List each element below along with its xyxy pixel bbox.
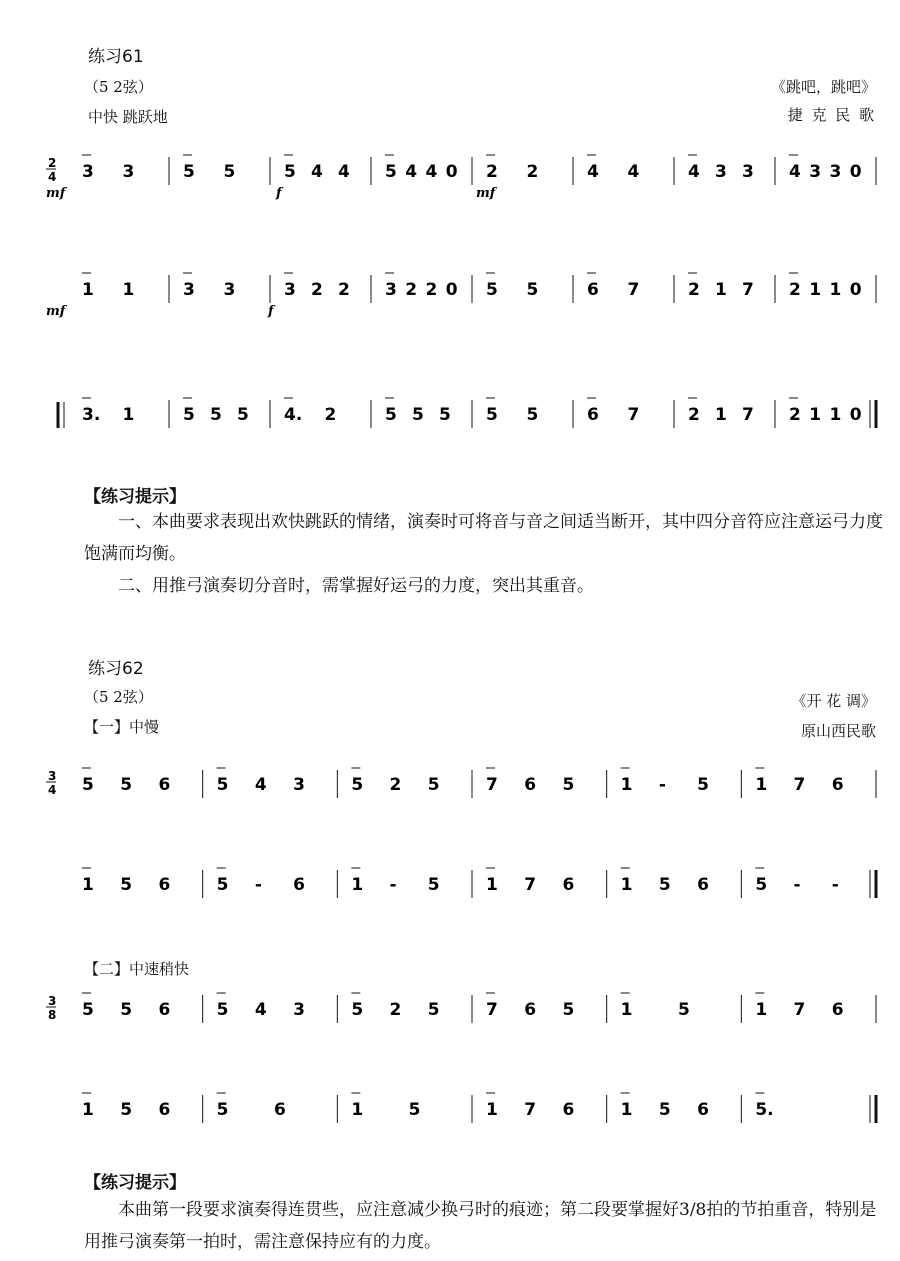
note: 2 bbox=[789, 280, 801, 300]
note: 1 bbox=[486, 1100, 498, 1120]
note: 5 bbox=[427, 875, 440, 895]
note: 6 bbox=[587, 280, 599, 300]
note: 1 bbox=[620, 1000, 633, 1020]
note: 6 bbox=[697, 1100, 709, 1120]
note: - bbox=[831, 875, 839, 895]
note: 0 bbox=[849, 280, 862, 300]
note: 5 bbox=[658, 1100, 671, 1120]
note: 5 bbox=[216, 1100, 229, 1120]
exercise-62-strings: （5 2弦） bbox=[84, 688, 153, 706]
note: 1 bbox=[829, 280, 842, 300]
note: 1 bbox=[351, 1100, 364, 1120]
exercise-62-hint-title: 【练习提示】 bbox=[84, 1173, 186, 1193]
dynamic-mark: mf bbox=[46, 186, 66, 201]
note: 2 bbox=[338, 280, 350, 300]
exercise-62-section-2: 【二】中速稍快 bbox=[84, 960, 190, 978]
note: 3 bbox=[284, 280, 296, 300]
note: 5 bbox=[284, 162, 296, 182]
note: 5 bbox=[210, 405, 222, 425]
note: 3 bbox=[122, 162, 135, 182]
note: 0 bbox=[849, 405, 862, 425]
time-signature-bottom: 4 bbox=[48, 170, 57, 184]
note: 2 bbox=[688, 280, 700, 300]
exercise-62-hint: 本曲第一段要求演奏得连贯些，应注意减少换弓时的痕迹；第二段要掌握好3/8拍的节拍重音，特别是用推弓演奏第一拍时，需注意保持应有的力度。 bbox=[84, 1200, 877, 1252]
note: 5 bbox=[408, 1100, 421, 1120]
exercise-61-hint-title: 【练习提示】 bbox=[84, 487, 186, 507]
note: 7 bbox=[627, 280, 640, 300]
note: 1 bbox=[82, 280, 94, 300]
note: 2 bbox=[324, 405, 337, 425]
note: 6 bbox=[158, 1000, 171, 1020]
note: 2 bbox=[789, 405, 801, 425]
note: 5 bbox=[82, 775, 94, 795]
note: 1 bbox=[715, 405, 727, 425]
note: 6 bbox=[831, 1000, 844, 1020]
note: 5 bbox=[427, 775, 440, 795]
note: 7 bbox=[627, 405, 640, 425]
note: 5 bbox=[351, 1000, 364, 1020]
note: 7 bbox=[793, 1000, 806, 1020]
note: 0 bbox=[445, 280, 458, 300]
exercise-61-origin: 捷 克 民 歌 bbox=[787, 106, 876, 124]
note: 1 bbox=[755, 775, 768, 795]
note: 2 bbox=[405, 280, 418, 300]
note: 7 bbox=[742, 405, 754, 425]
dynamic-mark: mf bbox=[46, 304, 66, 319]
note: 6 bbox=[158, 1100, 171, 1120]
time-signature-bottom: 4 bbox=[48, 783, 57, 797]
note: 3 bbox=[223, 280, 236, 300]
note: 4 bbox=[254, 1000, 267, 1020]
note: 5 bbox=[120, 1100, 133, 1120]
note: 5 bbox=[183, 405, 195, 425]
note: 1 bbox=[809, 405, 822, 425]
note: 3 bbox=[82, 162, 94, 182]
note: 6 bbox=[524, 1000, 537, 1020]
note: 1 bbox=[755, 1000, 768, 1020]
note: 6 bbox=[293, 875, 305, 895]
note: 4 bbox=[789, 162, 801, 182]
note: 3 bbox=[809, 162, 822, 182]
note: 6 bbox=[274, 1100, 286, 1120]
note: 1 bbox=[82, 1100, 94, 1120]
note: 5 bbox=[385, 405, 397, 425]
note: - bbox=[389, 875, 397, 895]
note: 5 bbox=[216, 1000, 229, 1020]
note: 3. bbox=[82, 405, 101, 425]
exercise-61-song-title: 《跳吧，跳吧》 bbox=[770, 78, 876, 96]
note: 1 bbox=[829, 405, 842, 425]
note: 5 bbox=[223, 162, 236, 182]
note: 1 bbox=[620, 1100, 633, 1120]
note: 2 bbox=[425, 280, 438, 300]
note: 5 bbox=[526, 280, 539, 300]
note: - bbox=[793, 875, 801, 895]
note: 6 bbox=[562, 1100, 575, 1120]
note: 1 bbox=[122, 405, 135, 425]
note: 5 bbox=[755, 875, 768, 895]
note: 2 bbox=[311, 280, 323, 300]
note: 3 bbox=[715, 162, 727, 182]
exercise-61-strings: （5 2弦） bbox=[84, 78, 153, 96]
note: 1 bbox=[620, 875, 633, 895]
dynamic-mark: f bbox=[276, 186, 282, 201]
note: 4 bbox=[425, 162, 438, 182]
note: 4 bbox=[688, 162, 700, 182]
note: 5 bbox=[412, 405, 424, 425]
exercise-61-title: 练习61 bbox=[88, 47, 144, 67]
time-signature-bottom: 8 bbox=[48, 1008, 57, 1022]
exercise-62-section-1: 【一】中慢 bbox=[84, 718, 160, 736]
note: 7 bbox=[793, 775, 806, 795]
note: 6 bbox=[524, 775, 537, 795]
dynamic-mark: f bbox=[268, 304, 274, 319]
note: 5 bbox=[486, 405, 498, 425]
note: 5 bbox=[697, 775, 709, 795]
note: 4 bbox=[627, 162, 640, 182]
note: 2 bbox=[389, 775, 402, 795]
note: 1 bbox=[620, 775, 633, 795]
note: - bbox=[658, 775, 666, 795]
note: 7 bbox=[742, 280, 754, 300]
note: 2 bbox=[526, 162, 539, 182]
note: 5 bbox=[562, 1000, 575, 1020]
note: 5 bbox=[120, 775, 133, 795]
note: 4 bbox=[587, 162, 599, 182]
note: 3 bbox=[293, 1000, 305, 1020]
note: 5 bbox=[658, 875, 671, 895]
note: 7 bbox=[524, 875, 537, 895]
note: 3 bbox=[742, 162, 754, 182]
note: 6 bbox=[587, 405, 599, 425]
note: 2 bbox=[389, 1000, 402, 1020]
note: 6 bbox=[697, 875, 709, 895]
note: 4 bbox=[311, 162, 323, 182]
note: 4 bbox=[405, 162, 418, 182]
note: 0 bbox=[445, 162, 458, 182]
note: 5 bbox=[120, 1000, 133, 1020]
note: 3 bbox=[829, 162, 842, 182]
note: 2 bbox=[486, 162, 498, 182]
note: 7 bbox=[486, 1000, 498, 1020]
time-signature-top: 2 bbox=[48, 156, 57, 170]
note: 3 bbox=[385, 280, 397, 300]
note: 5. bbox=[755, 1100, 774, 1120]
note: 4. bbox=[284, 405, 303, 425]
note: 5 bbox=[427, 1000, 440, 1020]
exercise-62-song-title: 《开 花 调》 bbox=[791, 692, 876, 710]
exercise-61-score bbox=[28, 135, 888, 465]
note: 1 bbox=[351, 875, 364, 895]
note: 6 bbox=[158, 875, 171, 895]
note: 4 bbox=[254, 775, 267, 795]
note: 7 bbox=[486, 775, 498, 795]
note: 4 bbox=[338, 162, 350, 182]
note: 5 bbox=[237, 405, 249, 425]
note: 0 bbox=[849, 162, 862, 182]
note: 5 bbox=[82, 1000, 94, 1020]
time-signature-top: 3 bbox=[48, 994, 57, 1008]
note: 5 bbox=[678, 1000, 690, 1020]
note: 5 bbox=[120, 875, 133, 895]
note: 5 bbox=[562, 775, 575, 795]
note: 1 bbox=[486, 875, 498, 895]
note: 3 bbox=[293, 775, 305, 795]
note: 5 bbox=[216, 775, 229, 795]
note: 1 bbox=[82, 875, 94, 895]
note: 1 bbox=[715, 280, 727, 300]
note: 5 bbox=[486, 280, 498, 300]
dynamic-mark: mf bbox=[476, 186, 496, 201]
note: 5 bbox=[526, 405, 539, 425]
exercise-61-tempo: 中快 跳跃地 bbox=[88, 108, 168, 126]
exercise-62-score-1 bbox=[28, 745, 888, 945]
note: 5 bbox=[385, 162, 397, 182]
note: 5 bbox=[183, 162, 195, 182]
note: 7 bbox=[524, 1100, 537, 1120]
note: 2 bbox=[688, 405, 700, 425]
exercise-62-title: 练习62 bbox=[88, 659, 144, 679]
note: 1 bbox=[809, 280, 822, 300]
time-signature-top: 3 bbox=[48, 769, 57, 783]
note: 6 bbox=[831, 775, 844, 795]
note: 5 bbox=[439, 405, 451, 425]
exercise-61-hint-2: 二、用推弓演奏切分音时，需掌握好运弓的力度，突出其重音。 bbox=[118, 576, 594, 596]
note: 6 bbox=[158, 775, 171, 795]
exercise-61-hint-1: 一、本曲要求表现出欢快跳跃的情绪，演奏时可将音与音之间适当断开，其中四分音符应注意运弓力度饱满而均衡。 bbox=[84, 512, 883, 564]
exercise-62-origin: 原山西民歌 bbox=[800, 722, 876, 740]
note: 6 bbox=[562, 875, 575, 895]
note: 5 bbox=[351, 775, 364, 795]
exercise-62-score-2 bbox=[28, 975, 888, 1175]
note: 1 bbox=[122, 280, 135, 300]
note: - bbox=[254, 875, 262, 895]
note: 3 bbox=[183, 280, 195, 300]
note: 5 bbox=[216, 875, 229, 895]
